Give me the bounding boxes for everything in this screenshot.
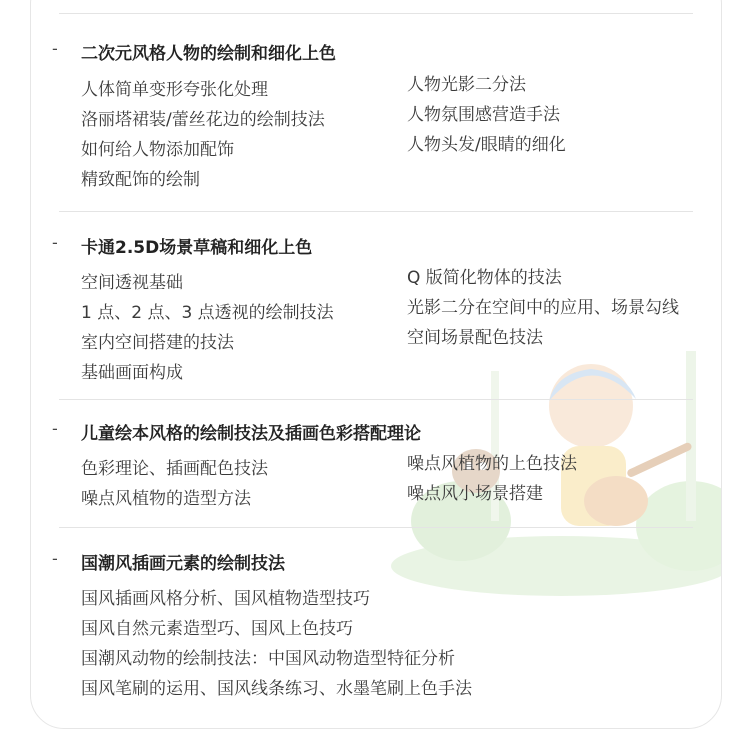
section-item: 色彩理论、插画配色技法 [81,459,268,479]
section-item: 人体简单变形夸张化处理 [81,80,268,100]
section-title: 卡通2.5D场景草稿和细化上色 [81,238,313,258]
section-item: 噪点风小场景搭建 [407,484,543,504]
section-title: 二次元风格人物的绘制和细化上色 [81,44,336,64]
section-item: 洛丽塔裙装/蕾丝花边的绘制技法 [81,110,325,130]
section-item: 国风自然元素造型巧、国风上色技巧 [81,619,353,639]
section-item: 国潮风动物的绘制技法：中国风动物造型特征分析 [81,649,455,669]
section-item: 噪点风植物的上色技法 [407,454,577,474]
section-item: 空间透视基础 [81,273,183,293]
section-title: 儿童绘本风格的绘制技法及插画色彩搭配理论 [81,424,421,444]
section-item: 光影二分在空间中的应用、场景勾线 [407,298,679,318]
section-divider [59,399,693,400]
section-dash: - [52,39,58,58]
section-divider [59,211,693,212]
section-item: 人物头发/眼睛的细化 [407,135,566,155]
section-dash: - [52,549,58,568]
section-item: Q 版简化物体的技法 [407,268,562,288]
section-item: 噪点风植物的造型方法 [81,489,251,509]
section-item: 空间场景配色技法 [407,328,543,348]
section-item: 国风插画风格分析、国风植物造型技巧 [81,589,370,609]
section-divider [59,527,693,528]
section-dash: - [52,419,58,438]
course-outline-card [30,0,722,729]
section-item: 人物光影二分法 [407,75,526,95]
section-item: 室内空间搭建的技法 [81,333,234,353]
section-item: 人物氛围感营造手法 [407,105,560,125]
section-divider [59,13,693,14]
section-dash: - [52,233,58,252]
section-title: 国潮风插画元素的绘制技法 [81,554,285,574]
section-item: 如何给人物添加配饰 [81,140,234,160]
section-item: 精致配饰的绘制 [81,170,200,190]
section-item: 国风笔刷的运用、国风线条练习、水墨笔刷上色手法 [81,679,472,699]
section-item: 1 点、2 点、3 点透视的绘制技法 [81,303,334,323]
boy-playing-guitar-illustration [391,351,722,601]
section-item: 基础画面构成 [81,363,183,383]
